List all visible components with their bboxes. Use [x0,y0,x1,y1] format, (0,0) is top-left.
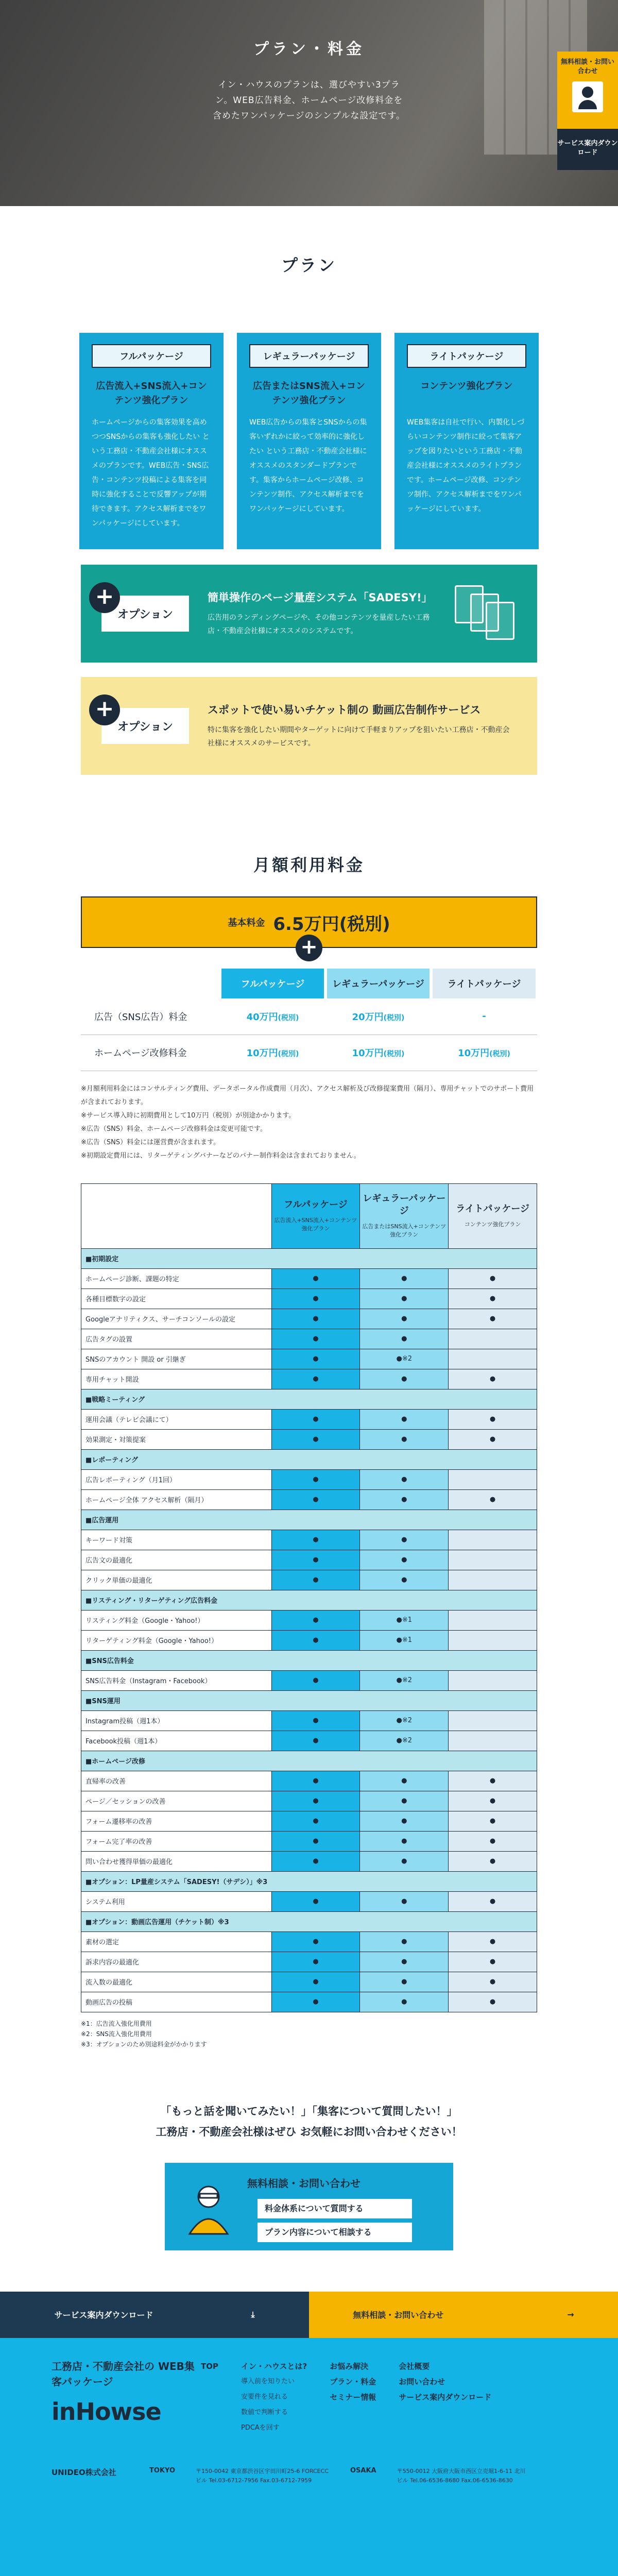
footer-link[interactable]: 導入前を知りたい [241,2374,307,2389]
feature-category-label: ■広告運用 [81,1510,537,1530]
feature-row [81,1349,537,1369]
plan-card-regular [237,333,381,549]
feature-row [81,1570,537,1590]
price-row-hp [81,1035,537,1071]
feature-row [81,1972,537,1992]
price-unit: (税別) [489,1050,510,1058]
office-address: 〒150-0042 東京都渋谷区宇田川町25-6 FORCECCビル Tel.03-6712-7956 Fax.03-6712-7959 [196,2467,330,2485]
feature-category-label: ■初期設定 [81,1248,537,1268]
feature-check: ● [449,1851,537,1871]
note: ※初期設定費用には、リターゲティングバナーなどのバナー制作料金は含まれておりません。 [81,1149,537,1163]
footer-col-2 [241,2359,307,2436]
feature-check: ● [360,1369,449,1389]
feature-category [81,1510,537,1530]
plan-desc: ホームページからの集客効果を高めつつSNSからの集客も強化したい という工務店・不動産会社様にオススメのプランです。WEB広告・SNS広告・コンテンツ投稿による集客を同時に強化することで反響アップが期待できます。アクセス解析までをワンパッケージにしています。 [92,415,211,531]
feature-check: ● [449,1952,537,1972]
feature-check: ● [360,1791,449,1811]
plan-name: レギュラーパッケージ [249,344,369,368]
feature-check: ● [360,1570,449,1590]
feature-check: ● [360,1268,449,1289]
feature-check: ● [271,1409,360,1429]
feature-row [81,1489,537,1510]
feature-row [81,1268,537,1289]
feature-category [81,1248,537,1268]
price-value: 10万円 [352,1048,384,1059]
feature-row [81,1469,537,1489]
feature-check: ● [449,1891,537,1911]
feature-check: ● [360,1489,449,1510]
cta-lead: 「もっと話を聞いてみたい！」「集客について質問したい！」 [0,2101,618,2122]
footer-link[interactable]: イン・ハウスとは? [241,2359,307,2374]
feature-check [449,1329,537,1349]
feature-label: キーワード対策 [81,1530,272,1550]
option-desc: 広告用のランディングページや、その他コンテンツを量産したい工務店・不動産会社様にオススメのシステムです。 [208,611,436,638]
feature-category [81,1911,537,1931]
feature-check: ● [449,1429,537,1449]
feature-check: ● [449,1992,537,2012]
footer-tagline: 工務店・不動産会社の WEB集客パッケージ [52,2359,201,2389]
footer-link[interactable]: プラン・料金 [330,2374,376,2389]
price-value: - [482,1011,486,1022]
feature-category [81,1871,537,1891]
feature-check: ● [271,1710,360,1731]
feature-label: 各種目標数字の設定 [81,1289,272,1309]
note: ※広告（SNS）料金には運営費が含まれます。 [81,1136,537,1149]
option-desc: 特に集客を強化したい期間やターゲットに向けて手軽まりアップを狙いたい工務店・不動産会社様にオススメのサービスです。 [208,723,517,750]
pricing-notes [81,1082,537,1163]
footer-col-4 [399,2359,491,2436]
feature-check: ● [449,1791,537,1811]
option-sadesy [81,565,537,663]
feature-row [81,1952,537,1972]
footer-link[interactable]: 数値で判断する [241,2405,307,2420]
note: ※1：広告流入強化用費用 [81,2019,537,2029]
feature-check: ●※1 [360,1630,449,1650]
feature-row [81,1992,537,2012]
office-label: TOKYO [149,2467,175,2475]
price-row-label: ホームページ改修料金 [81,1035,220,1071]
plan-headline: 広告またはSNS流入+コンテンツ強化プラン [249,379,369,415]
feature-check [449,1731,537,1751]
price-unit: (税別) [278,1050,299,1058]
price-unit: (税別) [384,1014,405,1022]
base-fee-label: 基本料金 [228,916,265,929]
price-value: 10万円 [458,1048,489,1059]
footer [0,2338,618,2576]
feature-check: ● [271,1630,360,1650]
note: ※サービス導入時に初期費用として10万円（税別）が別途かかります。 [81,1109,537,1123]
feature-label: 広告タグの設置 [81,1329,272,1349]
feature-check: ● [271,1670,360,1690]
footer-col-3 [330,2359,376,2436]
feature-category [81,1690,537,1710]
feature-label: 素材の選定 [81,1931,272,1952]
feature-check: ● [360,1530,449,1550]
pages-icon [455,585,517,642]
feature-check: ● [449,1489,537,1510]
feature-check [449,1710,537,1731]
feature-row [81,1550,537,1570]
feature-row [81,1309,537,1329]
cta-box-title: 無料相談・お問い合わせ [247,2175,360,2190]
feature-category-label: ■レポーティング [81,1449,537,1469]
feature-row [81,1329,537,1349]
price-row-ad [81,998,537,1035]
cta-band [0,2292,618,2338]
feature-row [81,1831,537,1851]
company-name: UNIDEO株式会社 [52,2467,129,2478]
feature-check: ● [271,1550,360,1570]
feature-category [81,1389,537,1409]
side-contact-button[interactable] [557,52,618,129]
feature-label: 訴求内容の最適化 [81,1952,272,1972]
feature-label: 問い合わせ獲得単価の最適化 [81,1851,272,1871]
hero [0,0,618,206]
feature-label: リスティング料金（Google・Yahoo!） [81,1610,272,1630]
cta-link-pricing[interactable]: 料金体系について質問する [258,2199,412,2218]
feature-label: 広告レポーティング（月1回） [81,1469,272,1489]
page-title: プラン・料金 [0,36,618,59]
cta-box [165,2163,453,2250]
feature-category-label: ■戦略ミーティング [81,1389,537,1409]
feature-row [81,1811,537,1831]
feature-row [81,1369,537,1389]
price-value: 10万円 [247,1048,278,1059]
feature-label: 効果測定・対策提案 [81,1429,272,1449]
feature-row [81,1851,537,1871]
feature-check: ● [271,1992,360,2012]
feature-check: ● [271,1469,360,1489]
feature-check: ● [271,1811,360,1831]
feature-check: ●※2 [360,1710,449,1731]
feature-label: リターゲティング料金（Google・Yahoo!） [81,1630,272,1650]
download-icon: ⤓ [251,2310,254,2320]
plus-icon: + [296,935,322,961]
feature-check: ●※2 [360,1731,449,1751]
feature-table-header [81,1183,537,1248]
feature-check: ●※1 [360,1610,449,1630]
option-badge [101,596,189,632]
col-name: フルパッケージ [284,1199,348,1210]
plans-section [0,206,618,775]
plan-desc: WEB広告からの集客とSNSからの集客いずれかに絞って効率的に強化したい という工務店・不動産会社様にオススメのスタンダードプランです。集客からホームページ改修、コンテンツ制作、アクセス解析までをワンパッケージにしています。 [249,415,369,516]
feature-check: ● [449,1811,537,1831]
feature-category [81,1650,537,1670]
feature-check: ● [271,1309,360,1329]
feature-row [81,1630,537,1650]
feature-check: ● [360,1309,449,1329]
feature-check: ● [449,1831,537,1851]
feature-check: ● [271,1851,360,1871]
side-download-button[interactable]: サービス案内ダウンロード [557,129,618,170]
price-row-label: 広告（SNS広告）料金 [81,998,220,1035]
feature-category-label: ■オプション：動画広告運用（チケット制）※3 [81,1911,537,1931]
footer-link[interactable]: 安要件を見れる [241,2389,307,2405]
feature-row [81,1791,537,1811]
side-widget [557,52,618,170]
feature-check [449,1570,537,1590]
feature-check [449,1469,537,1489]
office-label: OSAKA [350,2467,376,2475]
operator-icon [572,81,603,112]
feature-category-label: ■ホームページ改修 [81,1751,537,1771]
feature-label: 動画広告の投稿 [81,1992,272,2012]
note: ※広告（SNS）料金、ホームページ改修料金は変更可能です。 [81,1123,537,1136]
plan-card-full [79,333,224,549]
feature-label: ホームページ診断、課題の特定 [81,1268,272,1289]
hero-text: イン・ハウスのプランは、選びやすい3プラン。WEB広告料金、ホームページ改修料金を含めたワンパッケージのシンプルな設定です。 [211,77,407,124]
pricing-section [0,775,618,2049]
pricing-title: 月額利用料金 [0,775,618,896]
feature-check: ● [360,1469,449,1489]
feature-category-label: ■オプション：LP量産システム「SADESY!（サデシ）」※3 [81,1871,537,1891]
footer-link[interactable]: PDCAを回す [241,2420,307,2436]
feature-label: Facebook投稿（週1本） [81,1731,272,1751]
feature-check: ●※2 [360,1670,449,1690]
plans-title: プラン [0,206,618,333]
feature-category-label: ■リスティング・リターゲティング広告料金 [81,1590,537,1610]
feature-label: 専用チャット開設 [81,1369,272,1389]
feature-check: ● [449,1369,537,1389]
feature-check: ● [271,1931,360,1952]
feature-label: 直帰率の改善 [81,1771,272,1791]
feature-category [81,1590,537,1610]
col-name: ライトパッケージ [456,1204,529,1214]
col-sub: コンテンツ強化プラン [449,1221,537,1229]
feature-check: ● [271,1369,360,1389]
feature-check: ● [271,1731,360,1751]
col-light [449,1183,537,1248]
option-badge [101,708,189,744]
feature-check [449,1670,537,1690]
feature-label: フォーム完了率の改善 [81,1831,272,1851]
feature-row [81,1429,537,1449]
feature-check: ● [360,1831,449,1851]
feature-label: 流入数の最適化 [81,1972,272,1992]
price-table [81,969,537,1071]
note: ※2：SNS流入強化用費用 [81,2029,537,2039]
feature-check: ● [360,1771,449,1791]
plan-card-light [394,333,539,549]
note: ※月額利用料金にはコンサルティング費用、データポータル作成費用（月次）、アクセス解析及び改修提案費用（隔月）、専用チャットでのサポート費用が含まれております。 [81,1082,537,1109]
feature-check: ● [360,1329,449,1349]
feature-check [449,1610,537,1630]
base-fee-price: 6.5万円(税別) [273,910,390,935]
price-value: 20万円 [352,1012,384,1023]
feature-check [449,1630,537,1650]
option-title: スポットで使い易いチケット制の 動画広告制作サービス [208,702,517,717]
feature-row [81,1289,537,1309]
feature-check: ● [271,1771,360,1791]
feature-check: ● [271,1530,360,1550]
feature-label: 運用会議（テレビ会議にて） [81,1409,272,1429]
feature-category [81,1449,537,1469]
note: ※3：オプションのため別途料金がかかります [81,2039,537,2049]
footer-link[interactable]: サービス案内ダウンロード [399,2389,491,2405]
feature-label: システム利用 [81,1891,272,1911]
feature-check: ● [271,1570,360,1590]
feature-check: ● [360,1992,449,2012]
contact-band-button[interactable] [309,2292,618,2338]
footer-link[interactable]: 会社概要 [399,2359,491,2374]
feature-check: ● [271,1329,360,1349]
feature-check: ● [449,1309,537,1329]
feature-row [81,1771,537,1791]
col-regular [360,1183,449,1248]
feature-check: ●※2 [360,1349,449,1369]
col-sub: 広告またはSNS流入+コンテンツ強化プラン [360,1223,448,1239]
office-address: 〒550-0012 大阪府大阪市西区立売堀1-6-11 北川ビル Tel.06-6536-8680 Fax.06-6536-8630 [397,2467,531,2485]
feature-category-label: ■SNS広告料金 [81,1650,537,1670]
feature-row [81,1610,537,1630]
feature-label: Instagram投稿（週1本） [81,1710,272,1731]
footer-link[interactable]: お問い合わせ [399,2374,491,2389]
feature-label: SNSのアカウント 開設 or 引継ぎ [81,1349,272,1369]
feature-label: ホームページ全体 アクセス解析（隔月） [81,1489,272,1510]
feature-row [81,1710,537,1731]
price-unit: (税別) [278,1014,299,1022]
feature-check: ● [271,1429,360,1449]
feature-check: ● [271,1349,360,1369]
footer-link-top[interactable]: TOP [201,2359,218,2374]
feature-row [81,1670,537,1690]
col-full [271,1183,360,1248]
contact-label: 無料相談・お問い合わせ [353,2309,443,2320]
feature-check: ● [360,1811,449,1831]
feature-table [81,1183,537,2012]
feature-row [81,1891,537,1911]
feature-check: ● [271,1972,360,1992]
feature-check: ● [360,1550,449,1570]
feature-category-label: ■SNS運用 [81,1690,537,1710]
feature-check: ● [271,1791,360,1811]
feature-row [81,1409,537,1429]
feature-check: ● [271,1831,360,1851]
option-badge-label: オプション [117,606,173,622]
cta-section [0,2049,618,2292]
col-light: ライトパッケージ [433,969,536,998]
person-icon [180,2178,237,2235]
feature-check: ● [271,1891,360,1911]
feature-check [449,1349,537,1369]
feature-row [81,1931,537,1952]
feature-label: Googleアナリティクス、サーチコンソールの設定 [81,1309,272,1329]
feature-check: ● [271,1289,360,1309]
feature-check: ● [360,1851,449,1871]
price-table-header [81,969,537,998]
arrow-right-icon: → [567,2310,574,2319]
cta-link-plan[interactable]: プラン内容について相談する [258,2223,412,2242]
feature-check: ● [449,1771,537,1791]
cta-lead: 工務店・不動産会社様はぜひ お気軽にお問い合わせください！ [0,2122,618,2142]
download-band-button[interactable] [0,2292,309,2338]
feature-check: ● [360,1972,449,1992]
feature-check: ● [449,1972,537,1992]
plan-name: フルパッケージ [92,344,211,368]
plus-icon: + [89,694,120,725]
footer-link[interactable]: お悩み解決 [330,2359,376,2374]
side-contact-label: 無料相談・お問い合わせ [560,58,615,76]
plan-headline: 広告流入+SNS流入+コンテンツ強化プラン [92,379,211,415]
option-title: 簡単操作のページ量産システム「SADESY!」 [208,589,436,605]
feature-check: ● [449,1268,537,1289]
feature-check: ● [360,1429,449,1449]
plan-name: ライトパッケージ [407,344,526,368]
feature-check: ● [271,1952,360,1972]
feature-row [81,1731,537,1751]
feature-check: ● [271,1610,360,1630]
feature-check: ● [360,1931,449,1952]
feature-check: ● [449,1289,537,1309]
plan-cards [0,333,618,549]
feature-category [81,1751,537,1771]
feature-label: SNS広告料金（Instagram・Facebook） [81,1670,272,1690]
feature-check [449,1530,537,1550]
price-value: 40万円 [247,1012,278,1023]
feature-check: ● [271,1489,360,1510]
feature-check: ● [360,1952,449,1972]
feature-check: ● [449,1409,537,1429]
col-full: フルパッケージ [221,969,324,998]
feature-row [81,1530,537,1550]
plan-headline: コンテンツ強化プラン [407,379,526,415]
feature-label: クリック単価の最適化 [81,1570,272,1590]
footer-col-1 [201,2359,218,2436]
feature-check [449,1550,537,1570]
option-badge-label: オプション [117,718,173,734]
plus-icon: + [89,582,120,613]
plan-desc: WEB集客は自社で行い、内製化しづらいコンテンツ制作に絞って集客アップを図りたいという工務店・不動産会社様にオススメのライトプランです。ホームページ改修、コンテンツ制作、アクセス解析までをワンパッケージにしています。 [407,415,526,516]
feature-check: ● [360,1409,449,1429]
col-name: レギュラーパッケージ [363,1193,445,1216]
feature-check: ● [360,1891,449,1911]
feature-label: フォーム遷移率の改善 [81,1811,272,1831]
feature-check: ● [449,1931,537,1952]
col-regular: レギュラーパッケージ [327,969,430,998]
price-unit: (税別) [384,1050,405,1058]
feature-check: ● [271,1268,360,1289]
footer-link[interactable]: セミナー情報 [330,2389,376,2405]
option-video [81,677,537,775]
base-fee [81,896,537,948]
feature-check: ● [360,1289,449,1309]
logo[interactable]: inHowse [52,2398,201,2426]
feature-label: 広告文の最適化 [81,1550,272,1570]
feature-notes [81,2019,537,2049]
download-label: サービス案内ダウンロード [54,2309,153,2320]
feature-label: ページ／セッションの改善 [81,1791,272,1811]
col-sub: 広告流入+SNS流入+コンテンツ強化プラン [272,1216,360,1233]
